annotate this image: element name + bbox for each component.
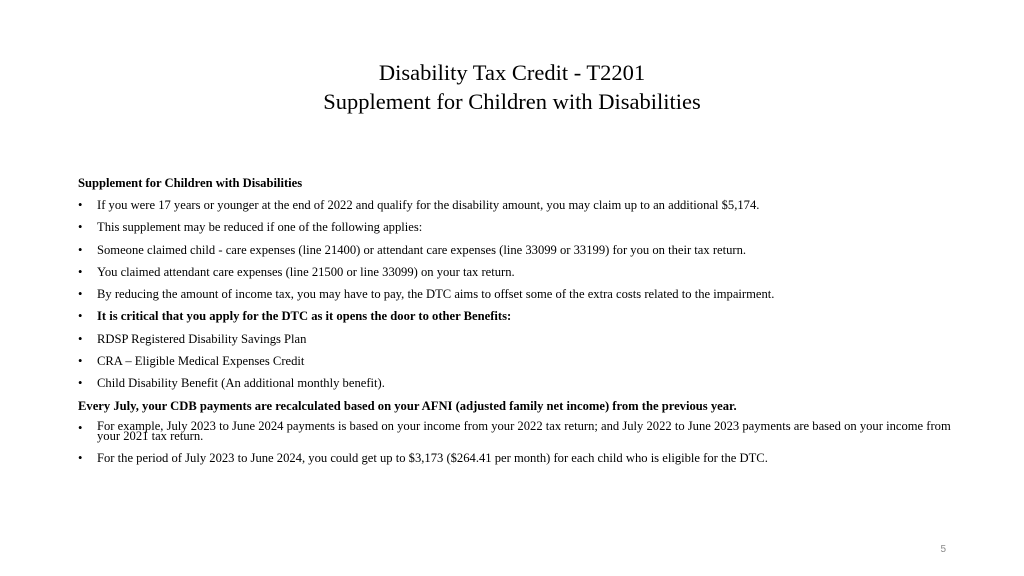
bullet-icon: • — [78, 309, 83, 324]
bullet-list-cdb — [78, 418, 958, 466]
list-item: • CRA – Eligible Medical Expenses Credit — [78, 354, 305, 369]
bullet-icon: • — [78, 220, 83, 235]
bullet-list-benefits — [78, 198, 958, 391]
page-number: 5 — [940, 544, 946, 555]
section-heading: Supplement for Children with Disabilities — [78, 176, 303, 190]
title-line-2: Supplement for Children with Disabilities — [323, 89, 701, 114]
title-line-1: Disability Tax Credit - T2201 — [378, 60, 646, 85]
list-item-emphasis: • It is critical that you apply for the DTC as it opens the door to other Benefits: — [78, 309, 512, 324]
bullet-icon: • — [78, 420, 83, 435]
bullet-icon: • — [78, 354, 83, 369]
list-item: • By reducing the amount of income tax, you may have to pay, the DTC aims to offset some of the extra costs related to the impairment. — [78, 287, 775, 302]
list-item: • Child Disability Benefit (An additional monthly benefit). — [78, 376, 385, 391]
bullet-icon: • — [78, 450, 83, 465]
bullet-icon: • — [78, 242, 83, 257]
slide-body — [78, 176, 958, 473]
slide-title — [0, 58, 1024, 116]
list-item: • You claimed attendant care expenses (line 21500 or line 33099) on your tax return. — [78, 264, 515, 279]
list-item: • For the period of July 2023 to June 2024, you could get up to $3,173 ($264.41 per month) for each child who is eligible for the DTC. — [78, 450, 768, 465]
bullet-icon: • — [78, 287, 83, 302]
cdb-statement: Every July, your CDB payments are recalculated based on your AFNI (adjusted family net income) from the previous year. — [78, 398, 737, 413]
list-item: • RDSP Registered Disability Savings Plan — [78, 331, 307, 346]
bullet-icon: • — [78, 198, 83, 212]
bullet-icon: • — [78, 376, 83, 391]
list-item: • For example, July 2023 to June 2024 payments is based on your income from your 2022 tax return; and July 2022 to June 2023 payments are based on your income from your 2021 tax return. — [78, 418, 951, 443]
bullet-icon: • — [78, 264, 83, 279]
list-item: • This supplement may be reduced if one of the following applies: — [78, 220, 423, 235]
bullet-icon: • — [78, 331, 83, 346]
list-item: • Someone claimed child - care expenses (line 21400) or attendant care expenses (line 33099 or 33199) for you on their tax return. — [78, 242, 747, 257]
list-item: • If you were 17 years or younger at the end of 2022 and qualify for the disability amount, you may claim up to an additional $5,174. — [78, 198, 760, 212]
